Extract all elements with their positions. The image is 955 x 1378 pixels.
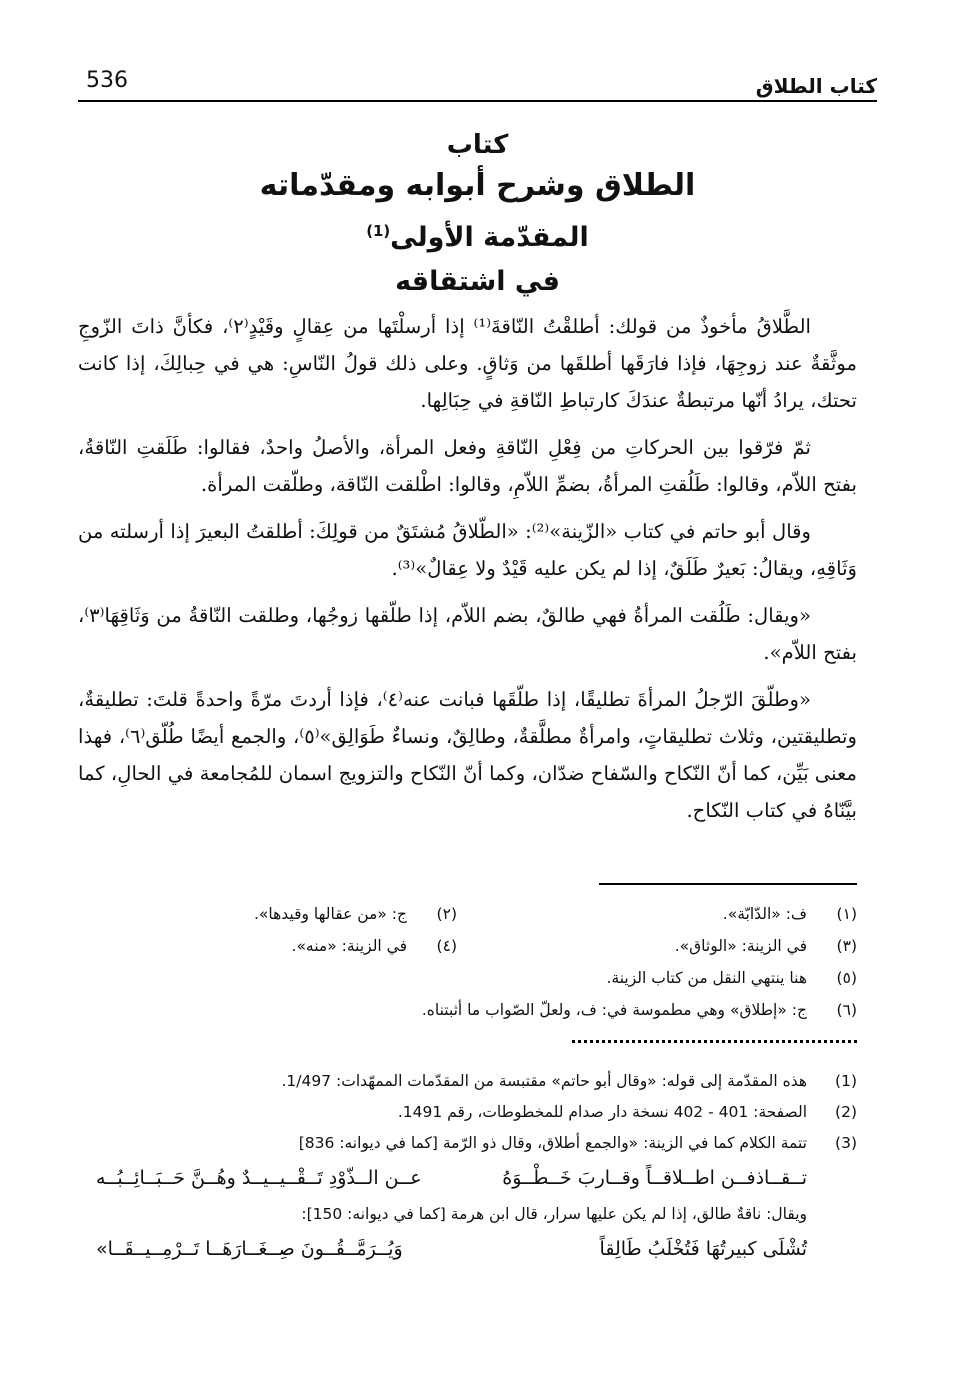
book-label: كتاب <box>446 130 509 160</box>
paragraph: «ويقال: طَلُقت المرأةُ فهي طالقٌ، بضم اللاّم، إذا طلّقها زوجُها، وطلقت النّاقةُ من وَثَاقِهَا⁽٣⁾، بفتح اللاّم». <box>78 604 857 664</box>
section-title: في اشتقاقه <box>395 266 560 297</box>
footnote-number: (٣) <box>836 937 857 955</box>
verse-hemistich: تــقــاذفــن اطــلاقــاً وقــاربَ خَــطْــوَهُ <box>502 1167 807 1189</box>
footnote-line <box>78 930 857 962</box>
footnote-line <box>78 1097 857 1128</box>
footnote-line <box>78 1199 857 1230</box>
footnote-number: (٥) <box>836 969 857 987</box>
editor-footnotes <box>78 898 857 1026</box>
footnote-line <box>78 898 857 930</box>
chapter-footnote-ref: (1) <box>366 222 391 240</box>
footnote-text: ج: «من عقالها وقيدها». <box>253 905 407 923</box>
footnote-text: الصفحة: 401 - 402 نسخة دار صدام للمخطوطات، رقم 1491. <box>397 1103 807 1121</box>
paragraph: «وطلّقَ الرّجلُ المرأةَ تطليقًا، إذا طلّقَها فبانت عنه⁽٤⁾، فإذا أردتَ مرّةً واحدةً قلتَ: تطليقةٌ، وتطليقتين، وثلاث تطليقاتٍ، وامرأةٌ مطلَّقةٌ، وطالِقٌ، ونساءٌ طَوَالِق»⁽٥⁾، والجمع أيضًا طُلّق⁽٦⁾، فهذا معنى بَيِّن، كما أنّ النّكاح والسّفاح ضدّان، وكما أنّ النّكاح والتزويج اسمان للمُجامعة في الحالِ، كما بيَّنّاهُ في كتاب النّكاح. <box>78 688 857 822</box>
footnote-rule <box>599 883 857 885</box>
footnote-text: ويقال: ناقةٌ طالق، إذا لم يكن عليها سرار، قال ابن هرمة [كما في ديوانه: 150]: <box>301 1205 807 1223</box>
footnote-line <box>78 994 857 1026</box>
footnote-line <box>78 1066 857 1097</box>
footnote-number: (3) <box>835 1134 857 1152</box>
verse-line <box>78 1230 857 1270</box>
source-footnotes <box>78 1066 857 1270</box>
running-title: كتاب الطلاق <box>755 74 877 98</box>
paragraph: وقال أبو حاتم في كتاب «الزّينة»⁽²⁾: «الطّلاقُ مُشتَقٌ من قولِكَ: أطلقتُ البعيرَ إذا أرسلته من وَثَاقِهِ، ويقالُ: بَعيرٌ طَلَقٌ، إذا لم يكن عليه قَيْدٌ ولا عِقالٌ»⁽³⁾. <box>78 520 857 580</box>
paragraph: الطَّلاقُ مأخوذٌ من قولك: أطلقْتُ النّاقةَ⁽¹⁾ إذا أرسلْتَها من عِقالٍ وقَيْدٍ⁽٢⁾، فكأنَّ ذاتَ الزّوجِ موثَّقةٌ عند زوجِهَا، فإذا فارَقَها أطلقَها من وَثاقٍ. وعلى ذلك قولُ النّاسِ: هي في حِبالِكَ، إذا كانت تحتك، يرادُ أنّها مرتبطةٌ عندَكَ كارتباطِ النّاقةِ في حِبَالِها. <box>78 315 857 412</box>
footnote-line <box>78 1128 857 1159</box>
footnote-number: (٢) <box>436 905 457 923</box>
paragraph: ثمّ فرّقوا بين الحركاتِ من فِعْلِ النّاقةِ وفعل المرأة، والأصلُ واحدٌ، فقالوا: طَلَقتِ النّاقةُ، بفتح اللاّم، وقالوا: طَلُقتِ المرأةُ، بضمِّ اللاّمِ، وقالوا: اطْلقت النّاقة، وطلّقت المرأة. <box>78 436 857 496</box>
header-rule <box>78 100 877 102</box>
footnote-text: في الزينة: «الوثاق». <box>674 937 807 955</box>
main-title: الطلاق وشرح أبوابه ومقدّماته <box>259 168 696 203</box>
footnote-number: (2) <box>835 1103 857 1121</box>
footnote-text: هنا ينتهي النقل من كتاب الزينة. <box>606 969 807 987</box>
footnote-text: ج: «إطلاق» وهي مطموسة في: ف، ولعلّ الصّواب ما أثبتناه. <box>421 1001 807 1019</box>
footnote-text: ف: «الدّابّة». <box>722 905 807 923</box>
chapter-title-text: المقدّمة الأولى <box>390 222 589 253</box>
verse-hemistich: وَيُــرَمَّــقُــونَ صِــغَــارَهَــا تَــرْمِــيــقَــا» <box>96 1238 403 1260</box>
dotted-separator <box>572 1040 857 1043</box>
chapter-title <box>78 222 877 253</box>
verse-hemistich: تُشْلَى كبيرتُهَا فَتُخْلَبُ طَالِقاً <box>599 1238 807 1260</box>
page-header <box>78 68 877 102</box>
footnote-number: (٤) <box>436 937 457 955</box>
body-text <box>78 308 857 839</box>
footnote-text: في الزينة: «منه». <box>291 937 407 955</box>
verse-line <box>78 1159 857 1199</box>
verse-hemistich: عــن الــذّوْدِ تَــقْــيــيــدٌ وهُــنَّ حَــبَــائِــبُــه <box>96 1167 422 1189</box>
footnote-text: هذه المقدّمة إلى قوله: «وقال أبو حاتم» مقتبسة من المقدّمات الممهّدات: 1/497. <box>281 1072 807 1090</box>
footnote-number: (1) <box>835 1072 857 1090</box>
footnote-line <box>78 962 857 994</box>
footnote-number: (١) <box>836 905 857 923</box>
footnote-number: (٦) <box>836 1001 857 1019</box>
footnote-text: تتمة الكلام كما في الزينة: «والجمع أطلاق، وقال ذو الرّمة [كما في ديوانه: 836] <box>298 1134 807 1152</box>
page-number: 536 <box>86 68 128 93</box>
